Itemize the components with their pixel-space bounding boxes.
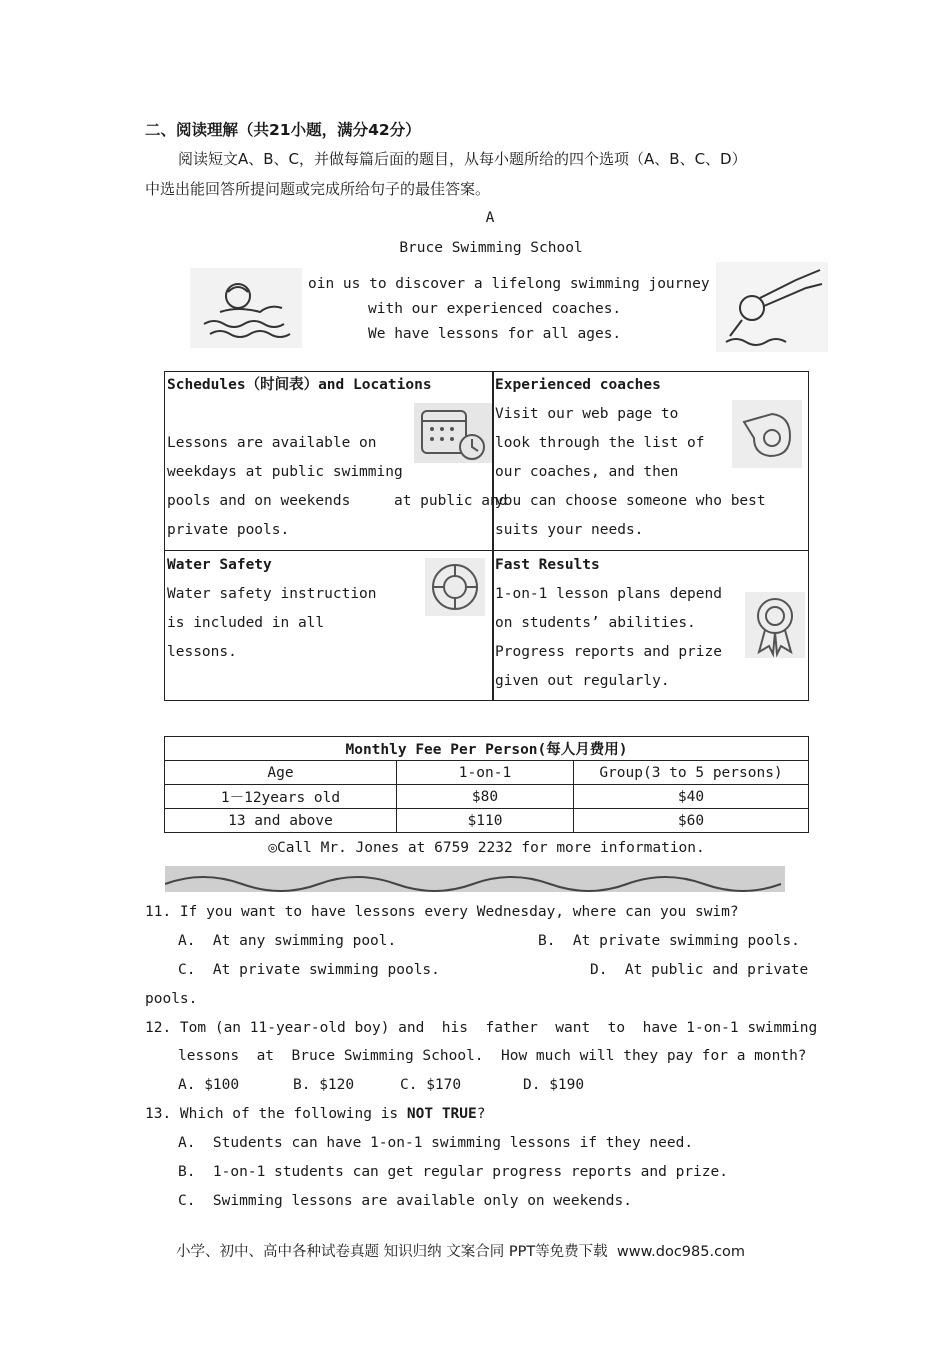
question-11-option-a: A. At any swimming pool. <box>178 933 397 949</box>
question-12-stem-line-1: 12. Tom (an 11-year-old boy) and his father want to have 1-on-1 swimming <box>145 1020 818 1036</box>
coaches-line: Visit our web page to <box>495 406 679 422</box>
intro-line-2: with our experienced coaches. <box>368 301 622 317</box>
results-line: 1-on-1 lesson plans depend <box>495 586 722 602</box>
schedules-line: weekdays at public swimming <box>167 464 403 480</box>
schedules-line: private pools. <box>167 522 290 538</box>
coaches-line: you can choose someone who best <box>495 493 766 509</box>
passage-label: A <box>485 210 495 226</box>
question-13-option-c: C. Swimming lessons are available only on weekends. <box>178 1193 632 1209</box>
question-11-option-c: C. At private swimming pools. <box>178 962 440 978</box>
fee-table-header: 1-on-1 <box>397 761 574 785</box>
results-content <box>495 551 722 696</box>
results-line: on students’ abilities. <box>495 615 696 631</box>
table-cell: $80 <box>397 785 574 809</box>
question-12-option-c: C. $170 <box>400 1077 462 1093</box>
coaches-line: our coaches, and then <box>495 464 679 480</box>
question-12-option-a: A. $100 <box>178 1077 240 1093</box>
swimmer-picture-left <box>190 268 302 348</box>
whistle-icon <box>732 400 802 468</box>
table-cell: 1－12years old <box>165 785 397 809</box>
lifebuoy-icon <box>425 558 485 616</box>
question-11-option-d: D. At public and private <box>590 962 809 978</box>
fee-table-header: Group(3 to 5 persons) <box>574 761 809 785</box>
question-13-option-b: B. 1-on-1 students can get regular progress reports and prize. <box>178 1164 728 1180</box>
diver-picture-right <box>716 262 828 352</box>
safety-content <box>167 551 377 667</box>
results-title: Fast Results <box>495 557 600 573</box>
safety-line: Water safety instruction <box>167 586 377 602</box>
safety-line: is included in all <box>167 615 325 631</box>
question-13-stem <box>145 1106 485 1122</box>
page-footer: 小学、初中、高中各种试卷真题 知识归纳 文案合同 PPT等免费下载 www.doc985.com <box>176 1244 746 1260</box>
fee-table-title-row <box>165 737 809 761</box>
question-11-option-b: B. At private swimming pools. <box>538 933 800 949</box>
calendar-clock-icon <box>414 403 492 463</box>
coaches-title: Experienced coaches <box>495 377 661 393</box>
table-row <box>165 785 809 809</box>
coaches-content <box>495 371 766 545</box>
schedules-line: pools and on weekends at public and <box>167 493 508 509</box>
results-line: given out regularly. <box>495 673 670 689</box>
question-13-stem-emphasis: NOT TRUE <box>406 1106 477 1122</box>
section-heading: 二、阅读理解（共21小题，满分42分） <box>145 121 421 139</box>
question-12-stem-line-2: lessons at Bruce Swimming School. How much will they pay for a month? <box>178 1048 807 1064</box>
question-11-option-d-wrap: pools. <box>145 991 198 1007</box>
fee-table-title: Monthly Fee Per Person(每人月费用) <box>165 737 809 761</box>
question-12-option-d: D. $190 <box>523 1077 585 1093</box>
coaches-line: suits your needs. <box>495 522 644 538</box>
intro-line-3: We have lessons for all ages. <box>368 326 622 342</box>
question-13-stem-suffix: ? <box>476 1106 486 1122</box>
question-13-stem-prefix: 13. Which of the following is <box>145 1106 407 1122</box>
results-line: Progress reports and prize <box>495 644 722 660</box>
instruction-line-1: 阅读短文A、B、C，并做每篇后面的题目，从每小题所给的四个选项（A、B、C、D） <box>178 150 747 168</box>
fee-table <box>164 736 809 833</box>
question-13-option-a: A. Students can have 1-on-1 swimming lessons if they need. <box>178 1135 694 1151</box>
contact-line: ◎Call Mr. Jones at 6759 2232 for more information. <box>268 840 705 856</box>
intro-line-1: oin us to discover a lifelong swimming journey <box>308 276 710 292</box>
table-cell: $60 <box>574 809 809 833</box>
safety-title: Water Safety <box>167 557 272 573</box>
schedules-title: Schedules（时间表）and Locations <box>167 377 432 393</box>
table-cell: $110 <box>397 809 574 833</box>
instruction-line-2: 中选出能回答所提问题或完成所给句子的最佳答案。 <box>145 180 491 198</box>
schedules-line: Lessons are available on <box>167 435 377 451</box>
table-cell: $40 <box>574 785 809 809</box>
rosette-award-icon <box>745 592 805 658</box>
table-cell: 13 and above <box>165 809 397 833</box>
question-11-stem: 11. If you want to have lessons every Wednesday, where can you swim? <box>145 904 739 920</box>
passage-title: Bruce Swimming School <box>399 240 583 256</box>
fee-table-header-row <box>165 761 809 785</box>
coaches-line: look through the list of <box>495 435 705 451</box>
wave-divider-picture <box>165 866 785 892</box>
question-12-option-b: B. $120 <box>293 1077 355 1093</box>
fee-table-header: Age <box>165 761 397 785</box>
safety-line: lessons. <box>167 644 237 660</box>
table-row <box>165 809 809 833</box>
